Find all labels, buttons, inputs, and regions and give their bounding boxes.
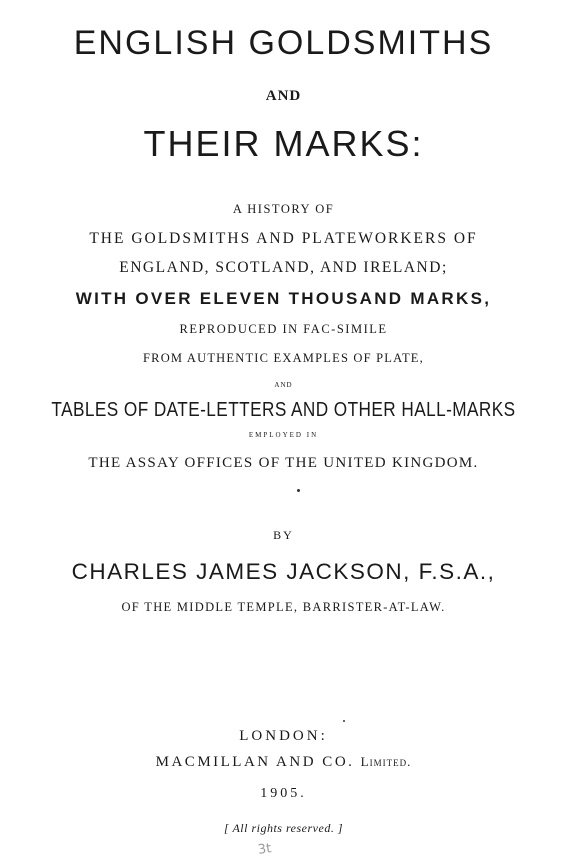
ink-speck [297,489,300,492]
pencil-annotation: 3t [257,841,273,858]
title-line-1: ENGLISH GOLDSMITHS [73,24,494,62]
subtitle-line-3: ENGLAND, SCOTLAND, AND IRELAND; [119,259,448,276]
subtitle-line-7: AND [274,381,293,389]
subtitle-line-10: THE ASSAY OFFICES OF THE UNITED KINGDOM. [88,455,479,471]
author-affiliation: OF THE MIDDLE TEMPLE, BARRISTER-AT-LAW. [121,600,446,614]
subtitle-line-5: REPRODUCED IN FAC-SIMILE [179,322,388,336]
title-line-2: AND [265,88,302,104]
byline-by: BY [273,528,294,542]
ink-speck [343,720,345,722]
author-name: CHARLES JAMES JACKSON, F.S.A., [71,559,496,584]
imprint-year: 1905. [260,786,307,801]
subtitle-line-2: THE GOLDSMITHS AND PLATEWORKERS OF [89,230,478,247]
imprint-place: LONDON: [239,728,328,744]
subtitle-line-1: A HISTORY OF [232,202,335,216]
title-line-3: THEIR MARKS: [143,123,424,164]
subtitle-line-9: EMPLOYED IN [248,431,319,439]
rights-notice: [ All rights reserved. ] [224,821,343,835]
subtitle-line-8: TABLES OF DATE-LETTERS AND OTHER HALL-MARKS [51,399,516,421]
publisher-name: MACMILLAN AND CO. [155,754,355,770]
subtitle-line-6: FROM AUTHENTIC EXAMPLES OF PLATE, [143,351,424,365]
imprint-publisher [0,755,567,770]
publisher-suffix: Limited. [360,754,412,769]
subtitle-line-4: WITH OVER ELEVEN THOUSAND MARKS, [75,289,492,308]
